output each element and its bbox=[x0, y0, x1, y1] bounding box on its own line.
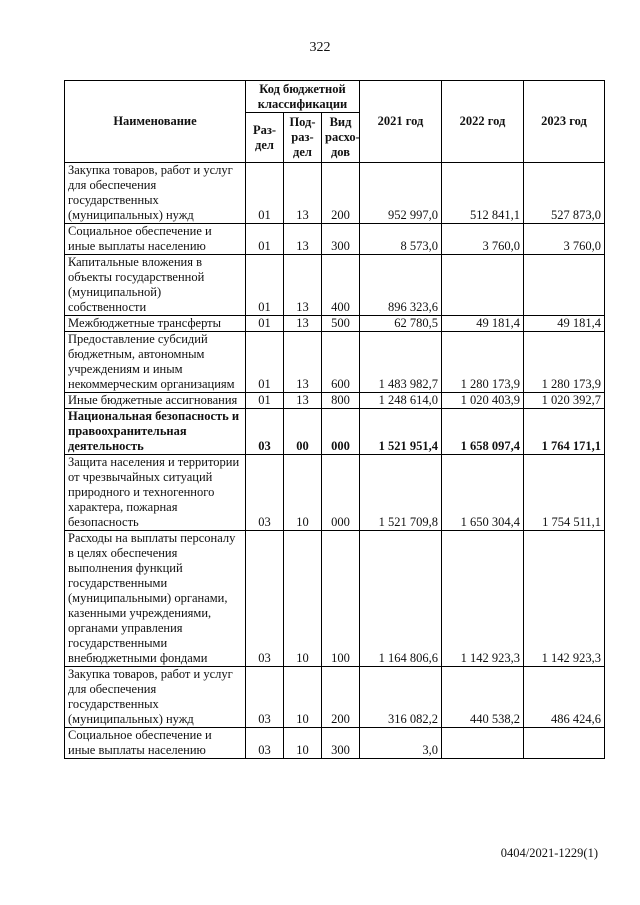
budget-table bbox=[64, 80, 605, 759]
cell-vid: 600 bbox=[322, 332, 360, 393]
cell-podrazdel: 13 bbox=[284, 332, 322, 393]
cell-2023 bbox=[524, 255, 605, 316]
cell-2023: 1 280 173,9 bbox=[524, 332, 605, 393]
table-row bbox=[65, 393, 605, 409]
cell-vid: 800 bbox=[322, 393, 360, 409]
cell-razdel: 03 bbox=[246, 667, 284, 728]
cell-vid: 500 bbox=[322, 316, 360, 332]
cell-2021: 8 573,0 bbox=[360, 224, 442, 255]
cell-name: Межбюджетные трансферты bbox=[65, 316, 246, 332]
cell-2022: 512 841,1 bbox=[442, 163, 524, 224]
cell-name: Иные бюджетные ассигнования bbox=[65, 393, 246, 409]
cell-razdel: 01 bbox=[246, 163, 284, 224]
cell-vid: 300 bbox=[322, 224, 360, 255]
cell-2023: 1 142 923,3 bbox=[524, 531, 605, 667]
table-row bbox=[65, 409, 605, 455]
cell-2021: 1 521 951,4 bbox=[360, 409, 442, 455]
table-row bbox=[65, 455, 605, 531]
table-row bbox=[65, 728, 605, 759]
cell-2022 bbox=[442, 255, 524, 316]
cell-vid: 400 bbox=[322, 255, 360, 316]
cell-2022: 1 650 304,4 bbox=[442, 455, 524, 531]
cell-podrazdel: 13 bbox=[284, 393, 322, 409]
cell-2021: 1 248 614,0 bbox=[360, 393, 442, 409]
cell-2022 bbox=[442, 728, 524, 759]
cell-2023: 1 754 511,1 bbox=[524, 455, 605, 531]
cell-vid: 100 bbox=[322, 531, 360, 667]
cell-2022: 3 760,0 bbox=[442, 224, 524, 255]
cell-razdel: 03 bbox=[246, 531, 284, 667]
cell-name: Национальная безопасность и правоохранительная деятельность bbox=[65, 409, 246, 455]
cell-podrazdel: 13 bbox=[284, 163, 322, 224]
table-header bbox=[65, 81, 605, 163]
cell-podrazdel: 10 bbox=[284, 455, 322, 531]
cell-razdel: 01 bbox=[246, 393, 284, 409]
cell-2023 bbox=[524, 728, 605, 759]
cell-vid: 200 bbox=[322, 667, 360, 728]
cell-name: Закупка товаров, работ и услуг для обеспечения государственных (муниципальных) нужд bbox=[65, 667, 246, 728]
cell-vid: 300 bbox=[322, 728, 360, 759]
cell-2021: 896 323,6 bbox=[360, 255, 442, 316]
cell-2022: 440 538,2 bbox=[442, 667, 524, 728]
cell-vid: 000 bbox=[322, 455, 360, 531]
cell-name: Капитальные вложения в объекты государственной (муниципальной) собственности bbox=[65, 255, 246, 316]
table-body bbox=[65, 163, 605, 759]
cell-2022: 1 020 403,9 bbox=[442, 393, 524, 409]
header-2021: 2021 год bbox=[360, 81, 442, 163]
cell-2021: 62 780,5 bbox=[360, 316, 442, 332]
cell-podrazdel: 10 bbox=[284, 667, 322, 728]
cell-podrazdel: 00 bbox=[284, 409, 322, 455]
cell-name: Расходы на выплаты персоналу в целях обеспечения выполнения функций государственными (муниципальными) органами, казенными учреждениями, органами управления государственными внебюджетными фондами bbox=[65, 531, 246, 667]
header-razdel: Раз-дел bbox=[246, 113, 284, 163]
cell-name: Предоставление субсидий бюджетным, автономным учреждениям и иным некоммерческим организациям bbox=[65, 332, 246, 393]
cell-2022: 1 658 097,4 bbox=[442, 409, 524, 455]
table-row bbox=[65, 332, 605, 393]
cell-podrazdel: 13 bbox=[284, 316, 322, 332]
cell-2021: 316 082,2 bbox=[360, 667, 442, 728]
header-podrazdel: Под-раз-дел bbox=[284, 113, 322, 163]
header-2023: 2023 год bbox=[524, 81, 605, 163]
document-code: 0404/2021-1229(1) bbox=[500, 846, 598, 860]
cell-2022: 1 280 173,9 bbox=[442, 332, 524, 393]
cell-2023: 3 760,0 bbox=[524, 224, 605, 255]
cell-2021: 1 483 982,7 bbox=[360, 332, 442, 393]
cell-2023: 49 181,4 bbox=[524, 316, 605, 332]
cell-vid: 000 bbox=[322, 409, 360, 455]
header-name: Наименование bbox=[65, 81, 246, 163]
cell-2021: 1 521 709,8 bbox=[360, 455, 442, 531]
table-row bbox=[65, 224, 605, 255]
cell-2023: 486 424,6 bbox=[524, 667, 605, 728]
cell-2021: 3,0 bbox=[360, 728, 442, 759]
cell-2022: 49 181,4 bbox=[442, 316, 524, 332]
table-row bbox=[65, 316, 605, 332]
cell-name: Социальное обеспечение и иные выплаты населению bbox=[65, 224, 246, 255]
cell-podrazdel: 10 bbox=[284, 728, 322, 759]
cell-2021: 952 997,0 bbox=[360, 163, 442, 224]
cell-podrazdel: 10 bbox=[284, 531, 322, 667]
cell-2023: 1 764 171,1 bbox=[524, 409, 605, 455]
header-vid: Вид расхо-дов bbox=[322, 113, 360, 163]
cell-razdel: 01 bbox=[246, 316, 284, 332]
cell-razdel: 03 bbox=[246, 409, 284, 455]
cell-razdel: 01 bbox=[246, 224, 284, 255]
cell-podrazdel: 13 bbox=[284, 255, 322, 316]
cell-razdel: 03 bbox=[246, 728, 284, 759]
cell-razdel: 01 bbox=[246, 332, 284, 393]
table-row bbox=[65, 531, 605, 667]
cell-2023: 1 020 392,7 bbox=[524, 393, 605, 409]
header-code-group: Код бюджетной классификации bbox=[246, 81, 360, 113]
cell-vid: 200 bbox=[322, 163, 360, 224]
cell-2021: 1 164 806,6 bbox=[360, 531, 442, 667]
cell-razdel: 01 bbox=[246, 255, 284, 316]
table-row bbox=[65, 163, 605, 224]
cell-name: Социальное обеспечение и иные выплаты населению bbox=[65, 728, 246, 759]
cell-2022: 1 142 923,3 bbox=[442, 531, 524, 667]
cell-2023: 527 873,0 bbox=[524, 163, 605, 224]
cell-name: Закупка товаров, работ и услуг для обеспечения государственных (муниципальных) нужд bbox=[65, 163, 246, 224]
header-2022: 2022 год bbox=[442, 81, 524, 163]
cell-podrazdel: 13 bbox=[284, 224, 322, 255]
cell-razdel: 03 bbox=[246, 455, 284, 531]
page-number: 322 bbox=[309, 40, 331, 55]
table-row bbox=[65, 667, 605, 728]
cell-name: Защита населения и территории от чрезвычайных ситуаций природного и техногенного характера, пожарная безопасность bbox=[65, 455, 246, 531]
table-row bbox=[65, 255, 605, 316]
